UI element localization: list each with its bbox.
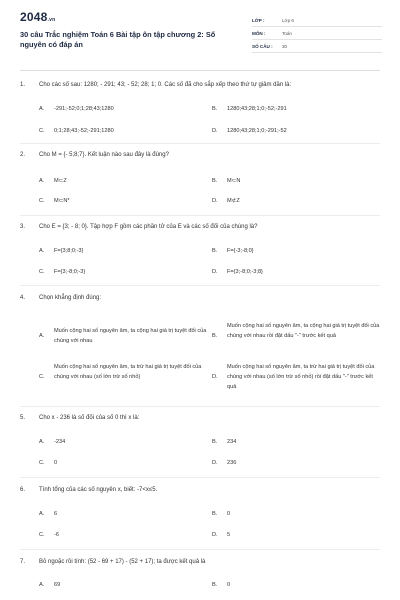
question-divider [20, 406, 380, 407]
option-text: F={3;-8;0;-3} [54, 269, 86, 275]
option-letter: B. [212, 106, 218, 112]
option-text: F={-3;-8;0} [227, 248, 254, 254]
site-logo[interactable] [20, 10, 55, 24]
option-text: M⊂Z [54, 178, 67, 184]
question-text: Cho M = {- 5;8;7}. Kết luận nào sau đây là đúng? [39, 152, 169, 158]
question-text: Chọn khẳng định đúng: [39, 295, 102, 301]
question-divider [20, 143, 380, 144]
option-text: Muốn cộng hai số nguyên âm, ta cộng hai giá trị tuyệt đối của chúng với nhau [54, 328, 207, 344]
option-letter: B. [212, 511, 218, 517]
question-number: 7. [20, 559, 26, 565]
meta-row-subject [252, 27, 382, 40]
page-title: 30 câu Trắc nghiệm Toán 6 Bài tập ôn tập chương 2: Số nguyên có đáp án [20, 30, 216, 49]
option-letter: A. [39, 511, 45, 517]
option-letter: A. [39, 582, 45, 588]
option-letter: B. [212, 178, 218, 184]
option-letter: C. [39, 532, 45, 538]
meta-row-class [252, 14, 382, 27]
option-letter: B. [212, 333, 218, 339]
question-stem [20, 295, 380, 301]
option-text: 1280;43;28;1;0;-52;-291 [227, 106, 287, 112]
question-text: Cho E = {3; - 8; 0}. Tập hợp F gồm các phần tử của E và các số đối của chúng là? [39, 224, 258, 230]
meta-table [252, 14, 382, 53]
question-number: 5. [20, 415, 26, 421]
option-text: 0 [227, 582, 231, 588]
option-text: 0 [54, 460, 58, 466]
option-text: 1280;43;28;1;0;-291;-52 [227, 128, 287, 134]
question-number: 2. [20, 152, 26, 158]
option-letter: A. [39, 248, 45, 254]
question-divider [20, 285, 380, 286]
question-number: 4. [20, 295, 26, 301]
meta-key: MÔN : [252, 30, 266, 36]
option-text: 6 [54, 511, 58, 517]
question-stem [20, 82, 380, 88]
question-text: Cho x - 236 là số đối của số 0 thì x là: [39, 415, 140, 421]
option-text: F={3;8;0;-3} [54, 248, 84, 254]
option-letter: C. [39, 269, 45, 275]
option-letter: D. [212, 532, 218, 538]
question-stem [20, 415, 380, 421]
page-header [0, 0, 400, 62]
option-letter: D. [212, 198, 218, 204]
option-text: -234 [54, 439, 66, 445]
option-letter: B. [212, 439, 218, 445]
question-stem [20, 152, 380, 158]
option-letter: C. [39, 460, 45, 466]
meta-value: Toán [282, 30, 292, 36]
option-text: 5 [227, 532, 231, 538]
option-text: 0 [227, 511, 231, 517]
question-number: 3. [20, 224, 26, 230]
option-text: 236 [227, 460, 237, 466]
option-text: M⊂N* [54, 198, 70, 204]
question-number: 6. [20, 487, 26, 493]
question-number: 1. [20, 82, 26, 88]
option-letter: A. [39, 439, 45, 445]
question-divider [20, 549, 380, 550]
option-text: 0;1;28;43;-52;-291;1280 [54, 128, 114, 134]
option-text: -291;-52;0;1;28;43;1280 [54, 106, 114, 112]
meta-value: 30 [282, 43, 288, 49]
question-text: Tính tổng của các số nguyên x, biết: -7<x≤5. [39, 487, 158, 493]
header-divider [20, 70, 380, 71]
option-letter: A. [39, 333, 45, 339]
option-letter: A. [39, 106, 45, 112]
option-letter: D. [212, 374, 218, 380]
option-text: M⊂N [227, 178, 241, 184]
meta-key: LỚP : [252, 17, 265, 23]
option-letter: C. [39, 128, 45, 134]
question-stem [20, 487, 380, 493]
option-text: M⊄Z [227, 198, 240, 204]
logo-domain: .vn [47, 17, 56, 23]
meta-key: SỐ CÂU : [252, 43, 273, 49]
option-letter: C. [39, 198, 45, 204]
question-divider [20, 477, 380, 478]
question-text: Cho các số sau: 1280; - 291; 43; - 52; 28; 1; 0. Các số đã cho sắp xếp theo thứ tự giảm dần là: [39, 82, 292, 88]
question-stem [20, 224, 380, 230]
meta-row-count [252, 40, 382, 53]
option-text: F={3;-8;0;-3;8} [227, 269, 263, 275]
option-text: -6 [54, 532, 59, 538]
option-text: Muốn cộng hai số nguyên âm, ta cộng hai giá trị tuyệt đối của chúng với nhau rồi đặt dấu "-" trước kết quả [227, 323, 380, 339]
meta-value: Lớp 6 [282, 17, 294, 23]
question-stem [20, 559, 380, 565]
option-text: Muốn cộng hai số nguyên âm, ta trừ hai giá trị tuyệt đối của chúng với nhau (số lớn trừ số nhỏ) [54, 364, 202, 380]
option-text: 69 [54, 582, 61, 588]
option-text: 234 [227, 439, 237, 445]
option-letter: C. [39, 374, 45, 380]
option-letter: A. [39, 178, 45, 184]
question-divider [20, 215, 380, 216]
question-text: Bỏ ngoặc rồi tính: (52 - 69 + 17) - (52 + 17); ta được kết quả là [39, 559, 206, 565]
option-text: Muốn cộng hai số nguyên âm, ta trừ hai giá trị tuyệt đối của chúng với nhau (số lớn trừ số nhỏ) rồi đặt dấu "-" trước kết quả [227, 364, 375, 390]
option-letter: D. [212, 128, 218, 134]
option-letter: D. [212, 269, 218, 275]
option-letter: B. [212, 248, 218, 254]
logo-number: 2048 [20, 10, 48, 24]
option-letter: D. [212, 460, 218, 466]
option-letter: B. [212, 582, 218, 588]
